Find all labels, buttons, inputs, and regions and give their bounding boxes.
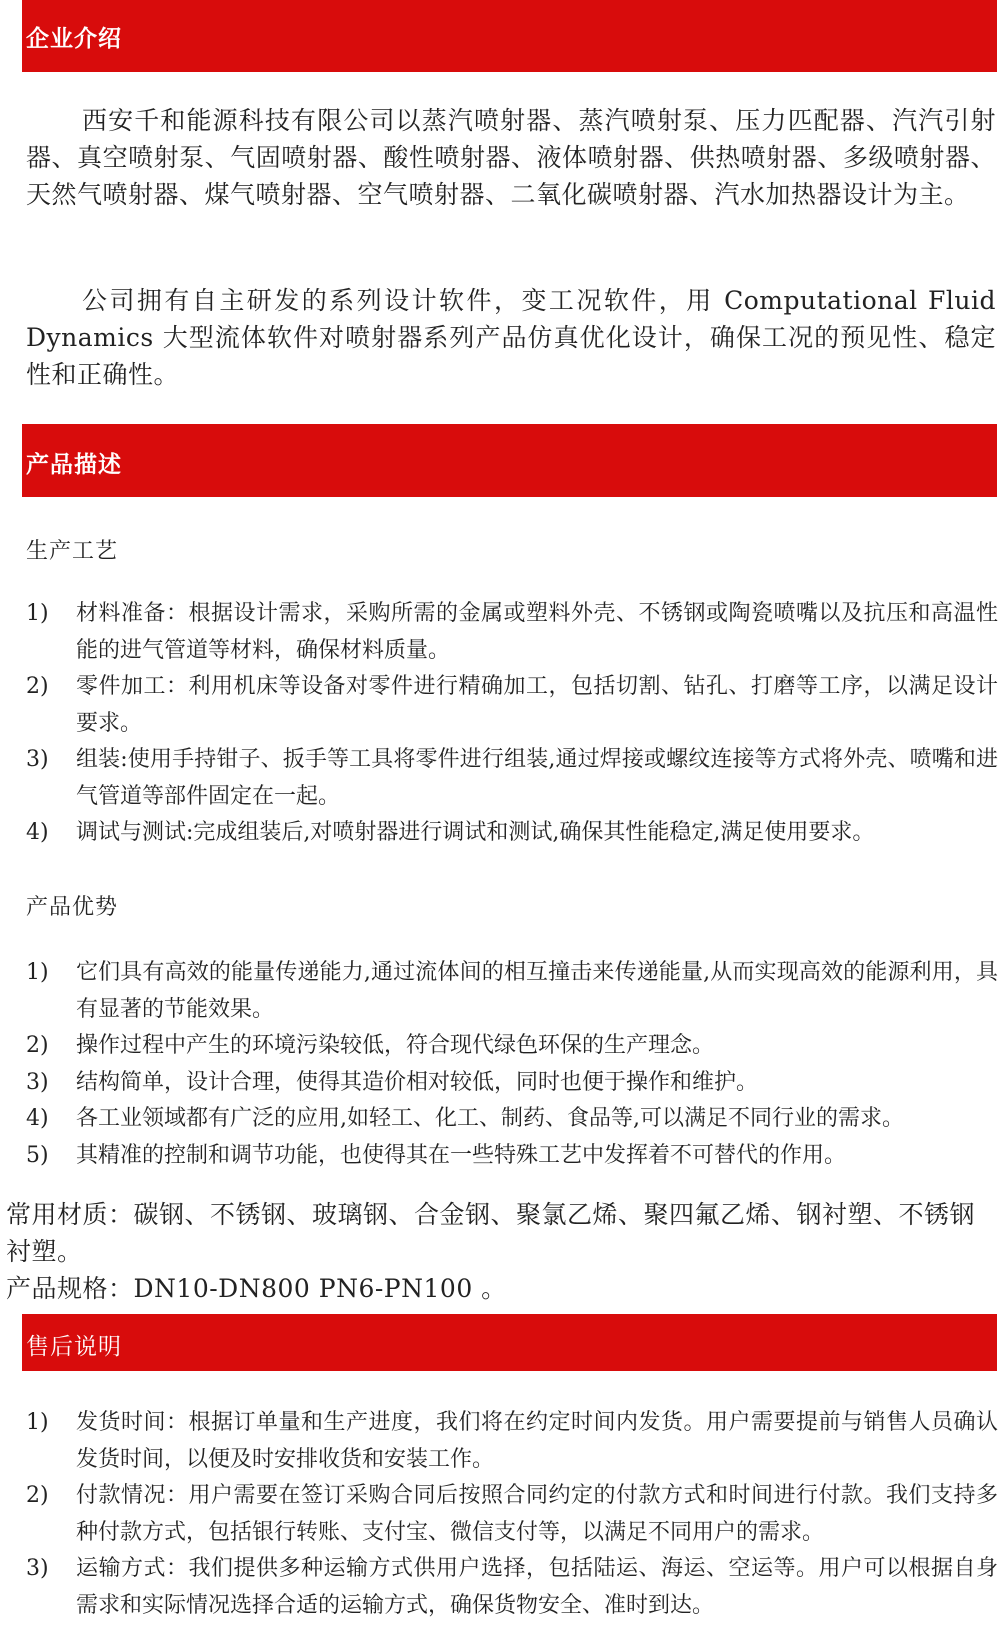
- company-intro-paragraph-1: 西安千和能源科技有限公司以蒸汽喷射器、蒸汽喷射泵、压力匹配器、汽汽引射器、真空喷射泵、气固喷射器、酸性喷射器、液体喷射器、供热喷射器、多级喷射器、天然气喷射器、煤气喷射器、空气喷射器、二氧化碳喷射器、汽水加热器设计为主。: [26, 106, 996, 209]
- section-title-product: 产品描述: [26, 452, 122, 478]
- list-item-number: 1): [26, 601, 49, 626]
- list-item-number: 2): [26, 674, 49, 699]
- list-item: [26, 1065, 998, 1102]
- list-item-text: 发货时间：根据订单量和生产进度，我们将在约定时间内发货。用户需要提前与销售人员确认发货时间，以便及时安排收货和安装工作。: [76, 1410, 998, 1472]
- specification-line: 产品规格：DN10-DN800 PN6-PN100 。: [6, 1274, 507, 1303]
- list-item: [26, 1405, 998, 1478]
- list-item-text: 各工业领域都有广泛的应用,如轻工、化工、制药、食品等,可以满足不同行业的需求。: [76, 1106, 904, 1131]
- section-title-company: 企业介绍: [26, 26, 122, 52]
- materials-line: 常用材质：碳钢、不锈钢、玻璃钢、合金钢、聚氯乙烯、聚四氟乙烯、钢衬塑、不锈钢衬塑。: [6, 1200, 976, 1266]
- section-header-product: [22, 424, 997, 497]
- company-intro-paragraph-2: 公司拥有自主研发的系列设计软件，变工况软件，用 Computational Fluid Dynamics 大型流体软件对喷射器系列产品仿真优化设计，确保工况的预见性、稳定性和正确性。: [26, 286, 996, 389]
- list-item: [26, 1101, 998, 1138]
- list-item: [26, 596, 998, 669]
- list-item-number: 3): [26, 1069, 49, 1095]
- list-item-number: 4): [26, 820, 49, 845]
- list-item-number: 1): [26, 960, 49, 985]
- list-item: [26, 815, 998, 852]
- list-item-text: 组装:使用手持钳子、扳手等工具将零件进行组装,通过焊接或螺纹连接等方式将外壳、喷嘴和进气管道等部件固定在一起。: [76, 747, 998, 809]
- list-item-number: 5): [26, 1142, 49, 1168]
- list-item-text: 其精准的控制和调节功能，也使得其在一些特殊工艺中发挥着不可替代的作用。: [76, 1142, 847, 1168]
- list-item: [26, 1551, 998, 1624]
- subheading-advantages: 产品优势: [26, 895, 119, 920]
- list-item: [26, 742, 998, 815]
- list-item-number: 1): [26, 1410, 49, 1435]
- list-item: [26, 955, 998, 1028]
- list-item-text: 结构简单，设计合理，使得其造价相对较低，同时也便于操作和维护。: [76, 1069, 759, 1095]
- list-item-text: 运输方式：我们提供多种运输方式供用户选择，包括陆运、海运、空运等。用户可以根据自身需求和实际情况选择合适的运输方式，确保货物安全、准时到达。: [76, 1556, 998, 1618]
- list-item: [26, 1138, 998, 1175]
- list-item-text: 操作过程中产生的环境污染较低，符合现代绿色环保的生产理念。: [76, 1033, 715, 1058]
- list-item-number: 3): [26, 747, 49, 772]
- list-item-text: 零件加工：利用机床等设备对零件进行精确加工，包括切割、钻孔、打磨等工序，以满足设计要求。: [76, 674, 998, 736]
- list-item-text: 付款情况：用户需要在签订采购合同后按照合同约定的付款方式和时间进行付款。我们支持多种付款方式，包括银行转账、支付宝、微信支付等，以满足不同用户的需求。: [76, 1483, 998, 1545]
- list-item: [26, 669, 998, 742]
- process-list: [26, 596, 998, 852]
- section-header-aftersales: [22, 1314, 997, 1371]
- list-item-number: 4): [26, 1106, 49, 1131]
- aftersales-list: [26, 1405, 998, 1624]
- list-item-number: 2): [26, 1033, 49, 1058]
- list-item-number: 3): [26, 1556, 49, 1581]
- list-item-number: 2): [26, 1483, 49, 1508]
- section-title-aftersales: 售后说明: [26, 1334, 122, 1360]
- list-item-text: 调试与测试:完成组装后,对喷射器进行调试和测试,确保其性能稳定,满足使用要求。: [76, 820, 875, 845]
- list-item: [26, 1028, 998, 1065]
- list-item: [26, 1478, 998, 1551]
- subheading-process: 生产工艺: [26, 539, 119, 564]
- list-item-text: 材料准备：根据设计需求，采购所需的金属或塑料外壳、不锈钢或陶瓷喷嘴以及抗压和高温性能的进气管道等材料，确保材料质量。: [76, 601, 998, 663]
- list-item-text: 它们具有高效的能量传递能力,通过流体间的相互撞击来传递能量,从而实现高效的能源利用，具有显著的节能效果。: [76, 960, 998, 1022]
- section-header-company: [22, 0, 997, 72]
- advantages-list: [26, 955, 998, 1174]
